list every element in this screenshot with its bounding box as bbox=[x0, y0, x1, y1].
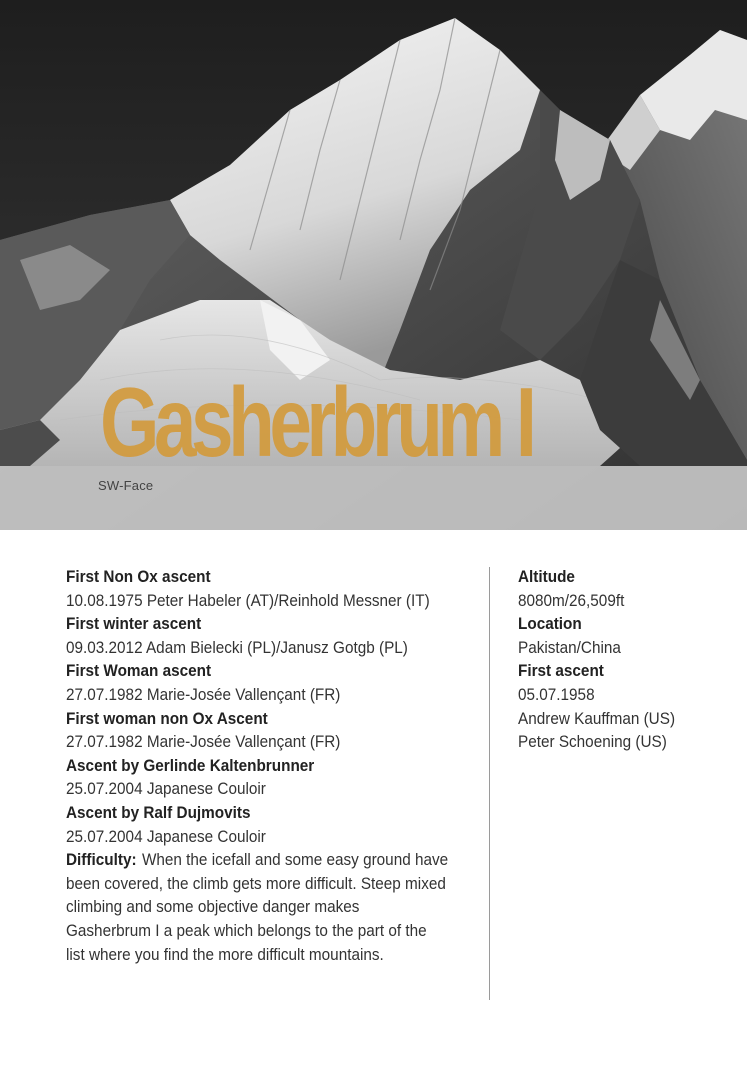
entry-label: First woman non Ox Ascent bbox=[66, 708, 268, 728]
entry-label: Ascent by Gerlinde Kaltenbrunner bbox=[66, 755, 315, 775]
entry-label: First Non Ox ascent bbox=[66, 567, 211, 586]
entry-value: 27.07.1982 Marie-Josée Vallençant (FR) bbox=[66, 732, 341, 752]
entry-value: 25.07.2004 Japanese Couloir bbox=[66, 826, 266, 846]
entry-value: 27.07.1982 Marie-Josée Vallençant (FR) bbox=[66, 684, 341, 704]
entry-label: First winter ascent bbox=[66, 614, 202, 634]
first-ascent-climber: Peter Schoening (US) bbox=[518, 732, 667, 752]
entry-value: 25.07.2004 Japanese Couloir bbox=[66, 779, 266, 799]
first-ascent-climber: Andrew Kauffman (US) bbox=[518, 708, 676, 728]
difficulty-paragraph bbox=[66, 848, 449, 966]
ascent-history bbox=[66, 565, 466, 966]
difficulty-text: When the icefall and some easy ground have been covered, the climb gets more difficult. Steep mixed climbing and some objective danger makes Gasherbrum I a peak which belongs to the part of the list where you find the more difficult mountains. bbox=[66, 850, 449, 964]
peak-facts bbox=[518, 565, 728, 754]
altitude-label: Altitude bbox=[518, 567, 575, 586]
first-ascent-date: 05.07.1958 bbox=[518, 684, 595, 704]
column-divider bbox=[489, 567, 490, 1000]
entry-value: 10.08.1975 Peter Habeler (AT)/Reinhold Messner (IT) bbox=[66, 590, 430, 610]
photo-caption: SW-Face bbox=[98, 478, 154, 493]
page-title: Gasherbrum I bbox=[100, 367, 532, 477]
mountain-photo bbox=[0, 0, 747, 530]
entry-value: 09.03.2012 Adam Bielecki (PL)/Janusz Gotgb (PL) bbox=[66, 637, 408, 657]
entry-label: First Woman ascent bbox=[66, 661, 212, 681]
first-ascent-label: First ascent bbox=[518, 661, 604, 681]
location-value: Pakistan/China bbox=[518, 637, 621, 657]
altitude-value: 8080m/26,509ft bbox=[518, 590, 625, 610]
entry-label: Ascent by Ralf Dujmovits bbox=[66, 802, 251, 822]
difficulty-label: Difficulty: bbox=[66, 850, 137, 870]
location-label: Location bbox=[518, 614, 582, 634]
